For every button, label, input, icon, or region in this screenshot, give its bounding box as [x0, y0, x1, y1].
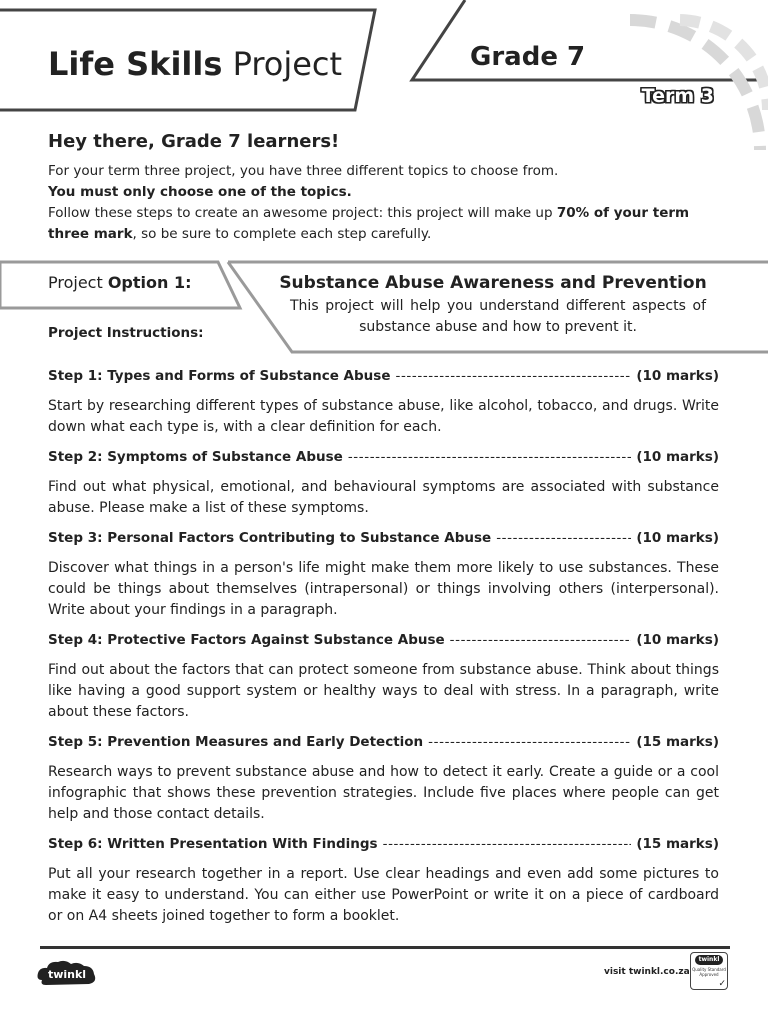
- step-body: Put all your research together in a report. Use clear headings and even add some pictures to make it easy to understand. You can either use PowerPoint or write it on a piece of cardboard or on A4 sheets joined together to form a booklet.: [48, 866, 719, 924]
- intro-line-3-emphasis: 70% of your term three mark: [48, 205, 690, 242]
- footer-divider: [40, 946, 730, 949]
- step-header: [48, 732, 719, 752]
- intro-line-2: You must only choose one of the topics.: [48, 184, 352, 200]
- intro-line-3: [48, 203, 718, 245]
- step-marks: (15 marks): [636, 734, 719, 750]
- dotted-leader: [450, 630, 632, 650]
- step-title: Step 2: Symptoms of Substance Abuse: [48, 449, 343, 465]
- project-heading: Substance Abuse Awareness and Prevention: [279, 273, 707, 293]
- step-title: Step 5: Prevention Measures and Early Detection: [48, 734, 424, 750]
- step-item: [48, 834, 719, 927]
- badge-brand: twinkl: [695, 955, 723, 965]
- step-header: [48, 447, 719, 467]
- step-item: [48, 366, 719, 438]
- step-header: [48, 630, 719, 650]
- step-item: [48, 732, 719, 825]
- option-label-number: Option 1:: [107, 273, 192, 292]
- step-marks: (10 marks): [636, 632, 719, 648]
- dotted-leader: [383, 834, 632, 854]
- quality-badge: [690, 952, 728, 990]
- step-body: Start by researching different types of substance abuse, like alcohol, tobacco, and drugs. Write down what each type is, with a clear definition for each.: [48, 398, 719, 435]
- step-item: [48, 447, 719, 519]
- step-marks: (15 marks): [636, 836, 719, 852]
- logo-text: twinkl: [47, 968, 87, 981]
- step-body: Find out about the factors that can protect someone from substance abuse. Think about things like having a good support system or healthy ways to deal with stress. In a paragraph, write about these factors.: [48, 662, 719, 720]
- step-title: Step 3: Personal Factors Contributing to Substance Abuse: [48, 530, 492, 546]
- step-marks: (10 marks): [636, 530, 719, 546]
- step-header: [48, 528, 719, 548]
- step-header: [48, 834, 719, 854]
- project-description: This project will help you understand different aspects of substance abuse and how to prevent it.: [290, 298, 706, 335]
- step-item: [48, 528, 719, 621]
- dotted-leader: [395, 366, 631, 386]
- step-header: [48, 366, 719, 386]
- greeting-heading: Hey there, Grade 7 learners!: [48, 131, 340, 152]
- option-label-prefix: Project: [48, 273, 108, 292]
- intro-line-1: For your term three project, you have three different topics to choose from.: [48, 163, 559, 179]
- visit-link[interactable]: visit twinkl.co.za: [604, 967, 690, 977]
- dotted-leader: [496, 528, 631, 548]
- step-marks: (10 marks): [636, 368, 719, 384]
- page-title: [48, 44, 342, 84]
- twinkl-logo[interactable]: [36, 958, 98, 988]
- badge-caption: Quality Standard Approved: [692, 967, 726, 977]
- intro-line-3-end: , so be sure to complete each step carefully.: [132, 226, 432, 242]
- step-marks: (10 marks): [636, 449, 719, 465]
- step-title: Step 4: Protective Factors Against Substance Abuse: [48, 632, 445, 648]
- check-icon: ✓: [718, 979, 726, 989]
- step-body: Discover what things in a person's life might make them more likely to use substances. These could be things about themselves (intrapersonal) or things involving others (interpersonal). Write about your findings in a paragraph.: [48, 560, 719, 618]
- intro-line-3-start: Follow these steps to create an awesome project: this project will make up: [48, 205, 557, 221]
- step-title: Step 6: Written Presentation With Findings: [48, 836, 378, 852]
- step-item: [48, 630, 719, 723]
- project-option-label: [48, 272, 192, 294]
- step-body: Find out what physical, emotional, and behavioural symptoms are associated with substance abuse. Please make a list of these symptoms.: [48, 479, 719, 516]
- title-bold-part: Life Skills: [48, 45, 223, 83]
- term-label: Term 3: [641, 85, 714, 107]
- step-body: Research ways to prevent substance abuse and how to detect it early. Create a guide or a cool infographic that shows these prevention strategies. Include five places where people can get help and those contact details.: [48, 764, 719, 822]
- dotted-leader: [348, 447, 632, 467]
- dotted-leader: [428, 732, 631, 752]
- instructions-label: Project Instructions:: [48, 325, 204, 341]
- title-rest-part: Project: [222, 45, 343, 83]
- step-title: Step 1: Types and Forms of Substance Abuse: [48, 368, 391, 384]
- grade-panel-outline: [412, 0, 768, 80]
- steps-list: [48, 366, 719, 936]
- grade-label: Grade 7: [470, 42, 586, 72]
